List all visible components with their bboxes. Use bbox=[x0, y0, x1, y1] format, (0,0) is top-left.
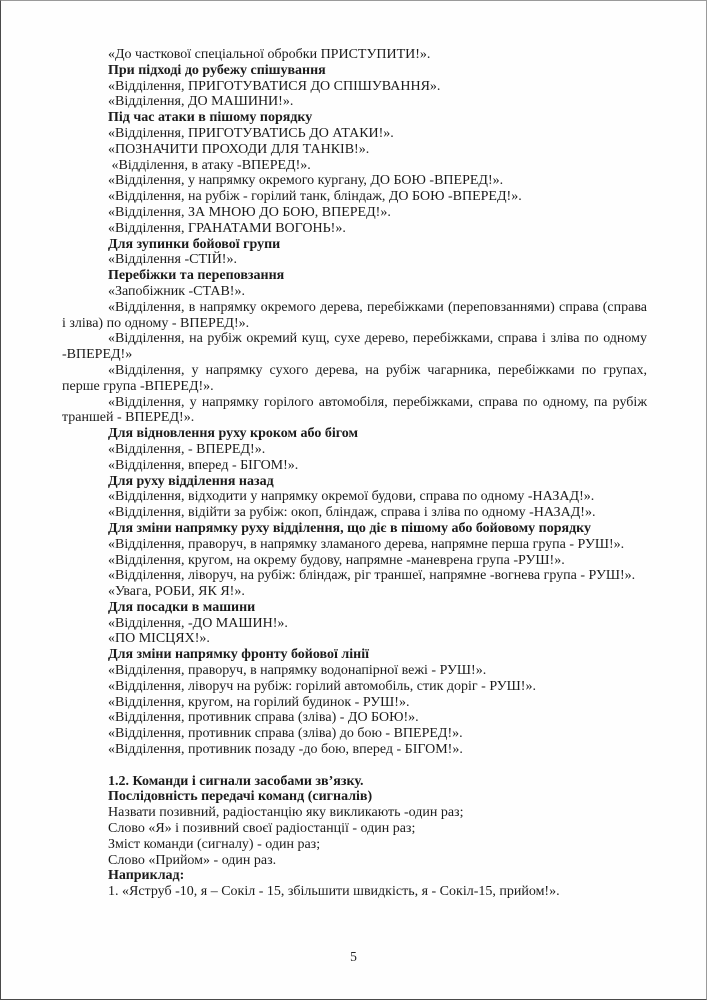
section-heading: Перебіжки та переповзання bbox=[108, 268, 285, 284]
paragraph: «Відділення, ліворуч на рубіж: горілий автомобіль, стик доріг - РУШ!». bbox=[108, 678, 536, 694]
section-heading: Послідовність передачі команд (сигналів) bbox=[108, 789, 373, 805]
paragraph: «ПО МІСЦЯХ!». bbox=[108, 631, 210, 647]
paragraph: «Відділення, противник позаду -до бою, вперед - БІГОМ!». bbox=[108, 742, 463, 758]
paragraph: «Відділення, - ВПЕРЕД!». bbox=[108, 441, 266, 457]
paragraph: «Відділення, ЗА МНОЮ ДО БОЮ, ВПЕРЕД!». bbox=[108, 204, 391, 220]
paragraph: «Відділення, вперед - БІГОМ!». bbox=[108, 457, 299, 473]
paragraph: «Відділення, кругом, на горілий будинок - РУШ!». bbox=[108, 694, 410, 710]
paragraph: «Відділення, у напрямку сухого дерева, на рубіж чагарника, перебіжками по групах, перше група -ВПЕРЕД!». bbox=[62, 362, 647, 394]
paragraph: Назвати позивний, радіостанцію яку викликають -один раз; bbox=[108, 805, 464, 821]
section-heading: Для зміни напрямку фронту бойової лінії bbox=[108, 647, 369, 663]
paragraph: «Відділення, у напрямку окремого кургану, ДО БОЮ -ВПЕРЕД!». bbox=[108, 173, 504, 189]
paragraph: «Запобіжник -СТАВ!». bbox=[108, 283, 245, 299]
section-heading: Наприклад: bbox=[108, 868, 185, 884]
section-heading: Під час атаки в пішому порядку bbox=[108, 110, 313, 126]
page-number: 5 bbox=[350, 949, 357, 964]
paragraph: «Відділення, відходити у напрямку окремої будови, справа по одному -НАЗАД!». bbox=[108, 489, 595, 505]
paragraph: «Відділення -СТІЙ!». bbox=[108, 252, 237, 268]
section-heading: Для відновлення руху кроком або бігом bbox=[108, 426, 359, 442]
paragraph: «Відділення, противник справа (зліва) - ДО БОЮ!». bbox=[108, 710, 419, 726]
paragraph: «Відділення, кругом, на окрему будову, напрямне -маневрена група -РУШ!». bbox=[108, 552, 565, 568]
paragraph: «Відділення, праворуч, в напрямку водонапірної вежі - РУШ!». bbox=[108, 663, 487, 679]
paragraph-spacer bbox=[62, 758, 647, 774]
section-heading: 1.2. Команди і сигнали засобами зв’язку. bbox=[108, 773, 364, 789]
paragraph: «Відділення, на рубіж окремий кущ, сухе дерево, перебіжками, справа і зліва по одному -ВПЕРЕД!» bbox=[62, 331, 647, 363]
paragraph: «Відділення, в атаку -ВПЕРЕД!». bbox=[108, 157, 311, 173]
paragraph: «Відділення, ГРАНАТАМИ ВОГОНЬ!». bbox=[108, 220, 346, 236]
paragraph: «Відділення, ПРИГОТУВАТИСЬ ДО АТАКИ!». bbox=[108, 125, 394, 141]
paragraph: «Відділення, ліворуч, на рубіж: бліндаж, ріг траншеї, напрямне -вогнева група - РУШ!». bbox=[108, 568, 636, 584]
paragraph: «Відділення, противник справа (зліва) до бою - ВПЕРЕД!». bbox=[108, 726, 463, 742]
section-heading: Для зупинки бойової групи bbox=[108, 236, 281, 252]
document-body bbox=[62, 47, 647, 900]
paragraph: «Відділення, ДО МАШИНИ!». bbox=[108, 94, 294, 110]
paragraph: «Відділення, у напрямку горілого автомобіля, перебіжками, справа по одному, па рубіж траншей - ВПЕРЕД!». bbox=[62, 394, 647, 426]
paragraph: 1. «Яструб -10, я – Сокіл - 15, збільшити швидкість, я - Сокіл-15, прийом!». bbox=[108, 884, 560, 900]
section-heading: Для зміни напрямку руху відділення, що діє в пішому або бойовому порядку bbox=[108, 520, 592, 536]
paragraph: Слово «Я» і позивний своєї радіостанції - один раз; bbox=[108, 821, 416, 837]
paragraph: «Відділення, -ДО МАШИН!». bbox=[108, 615, 288, 631]
paragraph: «Відділення, праворуч, в напрямку зламаного дерева, напрямне перша група - РУШ!». bbox=[108, 536, 625, 552]
paragraph: «До часткової спеціальної обробки ПРИСТУПИТИ!». bbox=[108, 47, 431, 62]
paragraph: «Відділення, ПРИГОТУВАТИСЯ ДО СПІШУВАННЯ». bbox=[108, 78, 441, 94]
section-heading: Для руху відділення назад bbox=[108, 473, 274, 489]
paragraph: Зміст команди (сигналу) - один раз; bbox=[108, 836, 321, 852]
paragraph: «Відділення, на рубіж - горілий танк, бліндаж, ДО БОЮ -ВПЕРЕД!». bbox=[108, 189, 522, 205]
section-heading: При підході до рубежу спішування bbox=[108, 62, 326, 78]
paragraph: «Відділення, відійти за рубіж: окоп, бліндаж, справа і зліва по одному -НАЗАД!». bbox=[108, 505, 596, 521]
paragraph: «ПОЗНАЧИТИ ПРОХОДИ ДЛЯ ТАНКІВ!». bbox=[108, 141, 370, 157]
paragraph: Слово «Прийом» - один раз. bbox=[108, 852, 277, 868]
section-heading: Для посадки в машини bbox=[108, 599, 256, 615]
paragraph: «Відділення, в напрямку окремого дерева, перебіжками (переповзаннями) справа (справа і зліва) по одному - ВПЕРЕД!». bbox=[62, 299, 647, 331]
paragraph: «Увага, РОБИ, ЯК Я!». bbox=[108, 584, 245, 600]
